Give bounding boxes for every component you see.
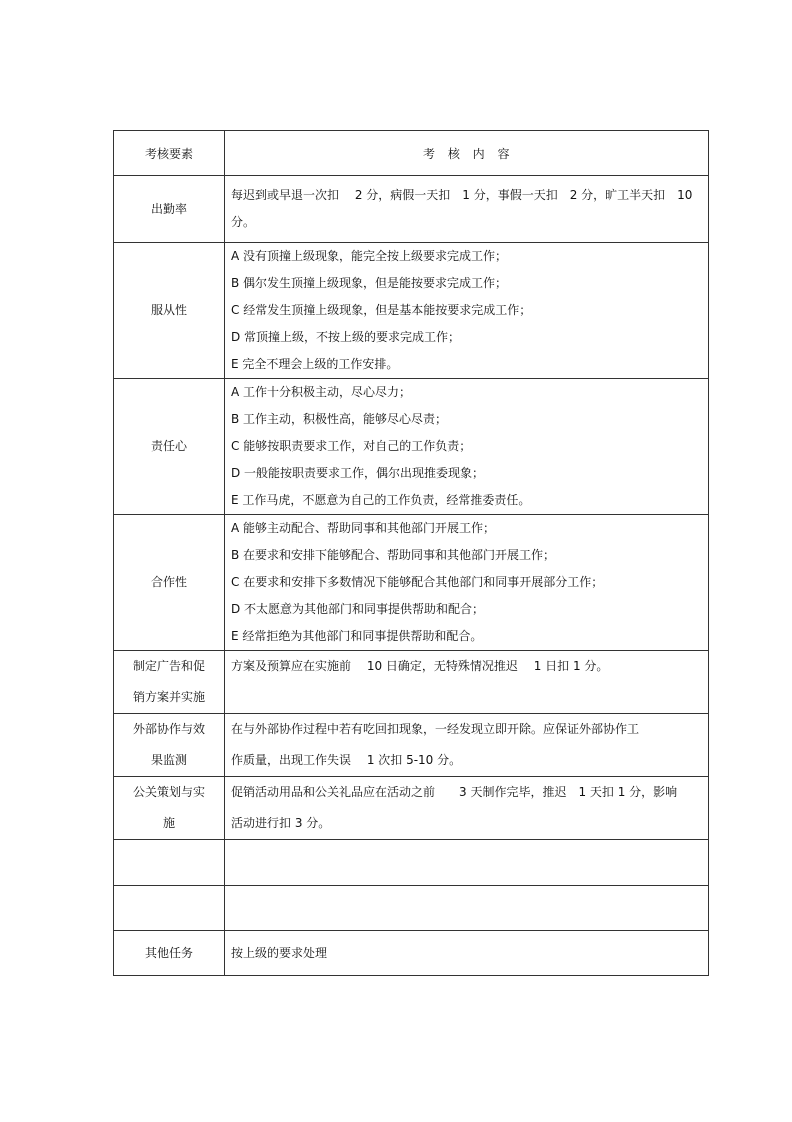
label-line: 外部协作与效 <box>132 722 205 736</box>
empty-row <box>114 840 709 886</box>
label-line: 其他任务 <box>144 945 193 960</box>
row-label <box>114 243 225 379</box>
header-content: 考 核 内 容 <box>225 131 709 176</box>
content-line: C 经常发生顶撞上级现象，但是基本能按要求完成工作； <box>231 303 532 317</box>
label-line: 果监测 <box>150 753 187 767</box>
row-content <box>225 777 709 840</box>
label-line: 施 <box>162 816 175 830</box>
content-line: E 工作马虎，不愿意为自己的工作负责，经常推委责任。 <box>231 493 531 507</box>
table-row <box>114 714 709 777</box>
label-line: 服从性 <box>150 303 187 317</box>
table-row <box>114 651 709 714</box>
table-row <box>114 379 709 515</box>
content-line: 每迟到或早退一次扣 2 分，病假一天扣 1 分，事假一天扣 2 分，旷工半天扣 10 <box>231 188 693 202</box>
content-line: E 完全不理会上级的工作安排。 <box>231 357 399 371</box>
content-line: 作质量，出现工作失误 1 次扣 5-10 分。 <box>231 753 462 767</box>
row-label <box>114 515 225 651</box>
row-label <box>114 176 225 243</box>
content-line: D 一般能按职责要求工作，偶尔出现推委现象； <box>231 466 485 480</box>
table-row <box>114 931 709 976</box>
row-content <box>225 931 709 976</box>
table-header-row <box>114 131 709 176</box>
content-line: D 常顶撞上级，不按上级的要求完成工作； <box>231 330 461 344</box>
assessment-table <box>113 130 709 976</box>
content-line: B 在要求和安排下能够配合、帮助同事和其他部门开展工作； <box>231 548 556 562</box>
row-content <box>225 515 709 651</box>
label-line: 合作性 <box>150 575 187 589</box>
row-label <box>114 651 225 714</box>
content-line: A 没有顶撞上级现象，能完全按上级要求完成工作； <box>231 249 508 263</box>
label-line: 制定广告和促 <box>132 659 205 673</box>
content-line: 活动进行扣 3 分。 <box>231 816 331 830</box>
content-line: 在与外部协作过程中若有吃回扣现象，一经发现立即开除。应保证外部协作工 <box>231 722 640 736</box>
content-line: B 工作主动，积极性高，能够尽心尽责； <box>231 412 448 426</box>
row-label <box>114 714 225 777</box>
row-content <box>225 379 709 515</box>
label-line: 公关策划与实 <box>132 785 205 799</box>
row-content <box>225 840 709 886</box>
row-content <box>225 651 709 714</box>
header-element: 考核要素 <box>114 131 225 176</box>
content-line: C 能够按职责要求工作，对自己的工作负责； <box>231 439 472 453</box>
row-label <box>114 886 225 931</box>
row-label <box>114 931 225 976</box>
content-line: B 偶尔发生顶撞上级现象，但是能按要求完成工作； <box>231 276 508 290</box>
empty-row <box>114 886 709 931</box>
row-content <box>225 886 709 931</box>
content-line: 方案及预算应在实施前 10 日确定，无特殊情况推迟 1 日扣 1 分。 <box>231 659 609 673</box>
content-line: A 能够主动配合、帮助同事和其他部门开展工作； <box>231 521 496 535</box>
content-line: 分。 <box>231 215 256 229</box>
label-line: 销方案并实施 <box>132 690 205 704</box>
content-line: 按上级的要求处理 <box>231 945 328 960</box>
content-line: E 经常拒绝为其他部门和同事提供帮助和配合。 <box>231 629 483 643</box>
row-label <box>114 777 225 840</box>
row-content <box>225 714 709 777</box>
row-label <box>114 379 225 515</box>
label-line: 出勤率 <box>150 201 187 216</box>
table-row <box>114 777 709 840</box>
table-row <box>114 176 709 243</box>
row-content <box>225 243 709 379</box>
table-row <box>114 515 709 651</box>
label-line: 责任心 <box>150 439 187 453</box>
content-line: 促销活动用品和公关礼品应在活动之前 3 天制作完毕，推迟 1 天扣 1 分，影响 <box>231 785 678 799</box>
content-line: C 在要求和安排下多数情况下能够配合其他部门和同事开展部分工作； <box>231 575 604 589</box>
row-label <box>114 840 225 886</box>
content-line: D 不太愿意为其他部门和同事提供帮助和配合； <box>231 602 485 616</box>
content-line: A 工作十分积极主动，尽心尽力； <box>231 385 412 399</box>
table-row <box>114 243 709 379</box>
row-content <box>225 176 709 243</box>
